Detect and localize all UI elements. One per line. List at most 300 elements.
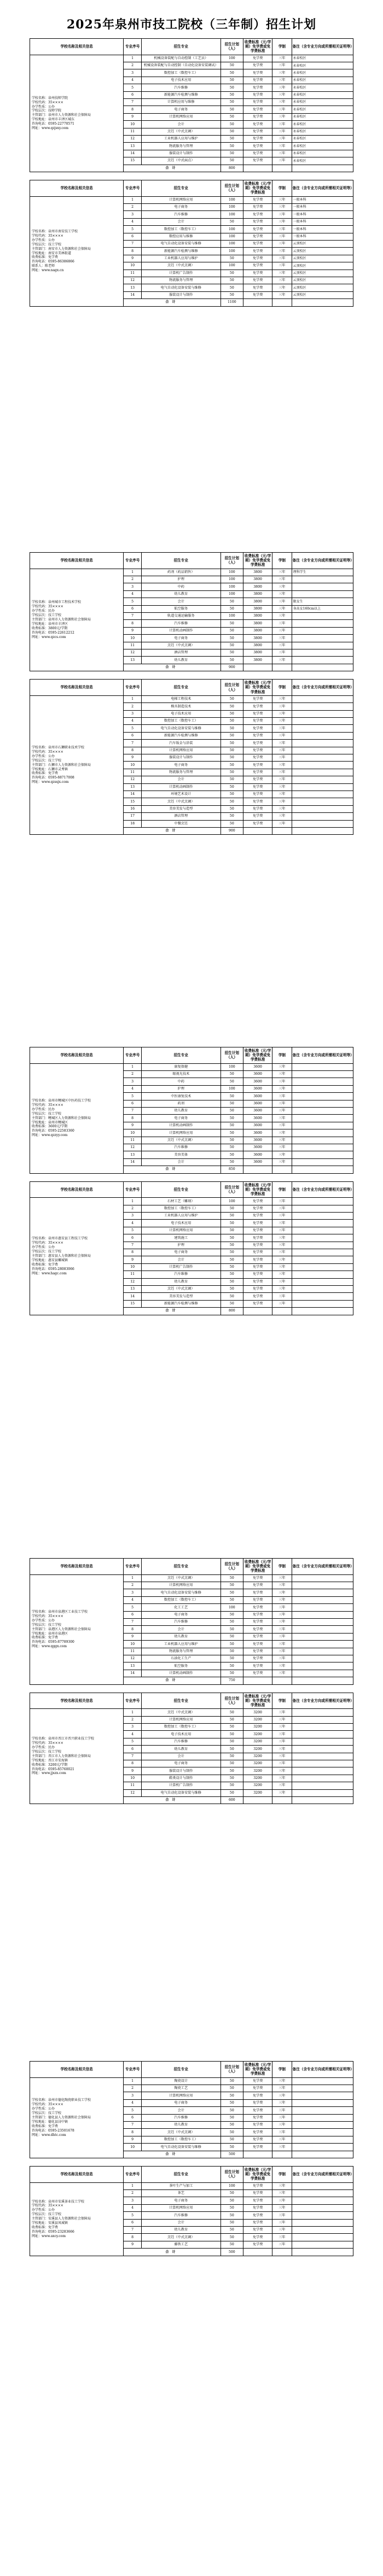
table-header-row (30, 1047, 353, 1064)
major-cell: 会计 (141, 1753, 220, 1760)
years-cell: 三年 (272, 248, 292, 255)
total-value: 500 (220, 2151, 243, 2158)
school-table (30, 2166, 353, 2256)
note-cell (292, 2190, 353, 2197)
plan-cell: 50 (220, 1709, 243, 1716)
years-cell: 三年 (272, 2122, 292, 2129)
column-header-fee: 收费标准（元/学期）免学费或免学费标准 (243, 1693, 272, 1709)
plan-cell: 50 (220, 1746, 243, 1753)
school-table (30, 1693, 353, 1805)
note-cell (292, 2144, 353, 2151)
fee-cell: 免学费 (243, 813, 272, 820)
plan-cell: 50 (220, 1078, 243, 1085)
plan-cell: 50 (220, 776, 243, 783)
note-cell: 永春校区 (292, 113, 353, 120)
years-cell: 三年 (272, 1724, 292, 1731)
school-info: 学校名称：泉州市鲤城区中医药技工学校 学校代码：35×××× 办学性质：民办 学校层次：技工学校 主管部门：鲤城区人力资源和社会保障局 学校地址：泉州市鲤城区 收费标准：3600元/学期 咨询电话：0595-22583360 网址：www.qzzyy.com (30, 1063, 124, 1173)
column-header-fee: 收费标准（元/学期）免学费或免学费标准 (243, 2062, 272, 2078)
years-cell: 三年 (272, 1115, 292, 1122)
years-cell: 三年 (272, 1633, 292, 1640)
note-cell: 云顶校区 (292, 241, 353, 248)
column-header-plan: 招生计划（人） (220, 553, 243, 569)
seq-cell: 11 (124, 1782, 142, 1789)
table-header-row (30, 680, 353, 696)
plan-cell: 50 (220, 1789, 243, 1796)
note-cell: 理科学生 (292, 569, 353, 576)
years-cell: 三年 (272, 277, 292, 284)
fee-cell: 免学费 (243, 2122, 272, 2129)
plan-cell: 100 (220, 262, 243, 270)
seq-cell: 1 (124, 1574, 142, 1582)
major-cell: 汽车维修 (141, 1271, 220, 1278)
note-cell (292, 1213, 353, 1220)
years-cell: 三年 (272, 703, 292, 710)
note-cell: 永春校区 (292, 136, 353, 143)
seq-cell: 2 (124, 62, 142, 69)
fee-cell: 免学费 (243, 791, 272, 798)
plan-cell: 50 (220, 798, 243, 805)
years-cell: 三年 (272, 2077, 292, 2085)
plan-cell: 50 (220, 605, 243, 612)
note-cell (292, 2122, 353, 2129)
plan-cell: 50 (220, 754, 243, 762)
total-empty-cell (272, 2151, 292, 2158)
total-value: 600 (220, 1796, 243, 1804)
total-value: 900 (220, 664, 243, 671)
column-header-years: 学制 (272, 1559, 292, 1575)
major-cell: 幼儿教育 (141, 590, 220, 598)
fee-cell: 3200 (243, 1731, 272, 1738)
major-cell: 数控应用与维修 (141, 233, 220, 240)
major-cell: 烹饪（中式烹调） (141, 798, 220, 805)
major-cell: 服装设计与制作 (141, 291, 220, 298)
note-cell: 永春校区 (292, 69, 353, 77)
total-label: 合计 (124, 827, 220, 834)
major-cell: 汽车维修 (141, 2212, 220, 2219)
fee-cell: 3600 (243, 1100, 272, 1107)
major-cell: 眼视光技术 (141, 1071, 220, 1078)
years-cell: 三年 (272, 1731, 292, 1738)
note-cell (292, 754, 353, 762)
note-cell (292, 2085, 353, 2092)
seq-cell: 17 (124, 813, 142, 820)
column-header-note: 备注（含专业方向或所需相关证明等） (292, 39, 353, 55)
column-header-major: 招生专业 (141, 1693, 220, 1709)
fee-cell: 3800 (243, 583, 272, 590)
fee-cell: 免学费 (243, 798, 272, 805)
table-header-row (30, 1559, 353, 1575)
major-cell: 中药 (141, 1078, 220, 1085)
plan-cell: 100 (220, 613, 243, 620)
note-cell (292, 1063, 353, 1070)
note-cell: 永春校区 (292, 77, 353, 84)
plan-cell: 50 (220, 1648, 243, 1655)
column-header-note: 备注（含专业方向或所需相关证明等） (292, 2167, 353, 2183)
column-header-note: 备注（含专业方向或所需相关证明等） (292, 2062, 353, 2078)
major-cell: 汽车钣金与涂装 (141, 740, 220, 747)
plan-cell: 100 (220, 211, 243, 218)
note-cell (292, 1738, 353, 1745)
note-cell (292, 620, 353, 627)
fee-cell: 免学费 (243, 255, 272, 262)
years-cell: 三年 (272, 1648, 292, 1655)
fee-cell: 3200 (243, 1753, 272, 1760)
table-header-row (30, 2062, 353, 2078)
fee-cell: 3800 (243, 635, 272, 642)
fee-cell: 免学费 (243, 2204, 272, 2211)
plan-cell: 50 (220, 1151, 243, 1158)
seq-cell: 13 (124, 1151, 142, 1158)
seq-cell: 11 (124, 642, 142, 649)
years-cell: 三年 (272, 2197, 292, 2204)
major-cell: 会计 (141, 1256, 220, 1263)
plan-cell: 50 (220, 627, 243, 634)
fee-cell: 免学费 (243, 204, 272, 211)
fee-cell: 3200 (243, 1724, 272, 1731)
seq-cell: 2 (124, 2085, 142, 2092)
seq-cell: 6 (124, 91, 142, 98)
years-cell: 三年 (272, 1611, 292, 1618)
major-cell: 烹饪（中式烹调） (141, 642, 220, 649)
total-label: 合计 (124, 1677, 220, 1684)
major-cell: 环境艺术设计 (141, 791, 220, 798)
years-cell: 三年 (272, 121, 292, 128)
seq-cell: 3 (124, 1724, 142, 1731)
fee-cell: 免学费 (243, 2107, 272, 2114)
column-header-note: 备注（含专业方向或所需相关证明等） (292, 680, 353, 696)
plan-cell: 50 (220, 649, 243, 657)
major-cell: 电气自动化设备安装与维修 (141, 725, 220, 732)
major-cell: 新能源汽车检测与维修 (141, 1300, 220, 1307)
plan-cell: 50 (220, 1655, 243, 1662)
column-header-note: 备注（含专业方向或所需相关证明等） (292, 1559, 353, 1575)
seq-cell: 7 (124, 241, 142, 248)
major-cell: 藤铁工艺 (141, 2241, 220, 2248)
note-cell (292, 1249, 353, 1256)
note-cell: 云顶校区 (292, 248, 353, 255)
plan-cell: 50 (220, 91, 243, 98)
column-header-school: 学校名称及相关信息 (30, 1181, 124, 1198)
seq-cell: 14 (124, 1670, 142, 1677)
seq-cell: 5 (124, 2212, 142, 2219)
major-cell: 电子技术应用 (141, 710, 220, 717)
plan-cell: 50 (220, 1115, 243, 1122)
note-cell (292, 1085, 353, 1092)
fee-cell: 3800 (243, 657, 272, 664)
plan-cell: 50 (220, 2190, 243, 2197)
fee-cell: 免学费 (243, 121, 272, 128)
fee-cell: 免学费 (243, 776, 272, 783)
fee-cell: 免学费 (243, 2085, 272, 2092)
years-cell: 三年 (272, 1760, 292, 1767)
school-table (30, 1181, 353, 1315)
plan-cell: 50 (220, 1619, 243, 1626)
column-header-seq: 专业序号 (124, 1693, 142, 1709)
seq-cell: 4 (124, 1731, 142, 1738)
seq-cell: 11 (124, 128, 142, 135)
plan-cell: 100 (220, 590, 243, 598)
years-cell: 三年 (272, 1574, 292, 1582)
years-cell: 三年 (272, 211, 292, 218)
total-empty-cell (243, 664, 272, 671)
fee-cell: 免学费 (243, 1662, 272, 1670)
fee-cell: 免学费 (243, 291, 272, 298)
note-cell: 永春校区 (292, 157, 353, 165)
note-cell (292, 740, 353, 747)
note-cell (292, 732, 353, 739)
years-cell: 三年 (272, 2144, 292, 2151)
years-cell: 三年 (272, 576, 292, 583)
fee-cell: 3600 (243, 1108, 272, 1115)
seq-cell: 8 (124, 248, 142, 255)
seq-cell: 5 (124, 1227, 142, 1234)
years-cell: 三年 (272, 1670, 292, 1677)
years-cell: 三年 (272, 1220, 292, 1227)
years-cell: 三年 (272, 769, 292, 776)
years-cell: 三年 (272, 1144, 292, 1151)
column-header-years: 学制 (272, 1693, 292, 1709)
column-header-years: 学制 (272, 1047, 292, 1064)
seq-cell: 4 (124, 1085, 142, 1092)
years-cell: 三年 (272, 1782, 292, 1789)
table-header-row (30, 2167, 353, 2183)
column-header-school: 学校名称及相关信息 (30, 553, 124, 569)
column-header-plan: 招生计划（人） (220, 180, 243, 196)
years-cell: 三年 (272, 1716, 292, 1723)
total-label: 合计 (124, 1796, 220, 1804)
years-cell: 三年 (272, 2182, 292, 2189)
plan-cell: 50 (220, 732, 243, 739)
fee-cell: 免学费 (243, 2212, 272, 2219)
column-header-note: 备注（含专业方向或所需相关证明等） (292, 553, 353, 569)
fee-cell: 免学费 (243, 1249, 272, 1256)
years-cell: 三年 (272, 143, 292, 150)
major-cell: 幼儿教育 (141, 1633, 220, 1640)
major-cell: 电子商务 (141, 204, 220, 211)
years-cell: 三年 (272, 1122, 292, 1129)
column-header-school: 学校名称及相关信息 (30, 1693, 124, 1709)
column-header-years: 学制 (272, 1181, 292, 1198)
years-cell: 三年 (272, 695, 292, 702)
seq-cell: 4 (124, 218, 142, 225)
plan-cell: 100 (220, 1198, 243, 1205)
total-value: 500 (220, 2249, 243, 2256)
seq-cell: 5 (124, 1738, 142, 1745)
seq-cell: 2 (124, 1071, 142, 1078)
fee-cell: 免学费 (243, 91, 272, 98)
major-cell: 中药 (141, 583, 220, 590)
fee-cell: 免学费 (243, 2144, 272, 2151)
major-cell: 物流服务与管理 (141, 277, 220, 284)
years-cell: 三年 (272, 740, 292, 747)
major-cell: 数控加工（数控车工） (141, 718, 220, 725)
column-header-seq: 专业序号 (124, 180, 142, 196)
major-cell: 电子技术应用 (141, 1731, 220, 1738)
fee-cell: 3600 (243, 1115, 272, 1122)
note-cell: 身高女160cm以上 (292, 605, 353, 612)
fee-cell: 免学费 (243, 1596, 272, 1603)
note-cell (292, 1151, 353, 1158)
fee-cell: 免学费 (243, 106, 272, 113)
note-cell: 一般本科 (292, 211, 353, 218)
seq-cell: 13 (124, 143, 142, 150)
years-cell: 三年 (272, 710, 292, 717)
seq-cell: 10 (124, 262, 142, 270)
table-row (30, 2077, 353, 2085)
total-label: 合计 (124, 1166, 220, 1173)
years-cell: 三年 (272, 1227, 292, 1234)
fee-cell: 免学费 (243, 710, 272, 717)
major-cell: 航空服务 (141, 1662, 220, 1670)
note-cell (292, 1198, 353, 1205)
column-header-plan: 招生计划（人） (220, 1559, 243, 1575)
major-cell: 会计 (141, 1626, 220, 1633)
major-cell: 机械设备装配与自动控制（工艺员） (141, 55, 220, 62)
seq-cell: 14 (124, 291, 142, 298)
major-cell: 服装设计与制作 (141, 150, 220, 157)
total-empty-cell (243, 165, 272, 172)
school-table (30, 1047, 353, 1174)
column-header-school: 学校名称及相关信息 (30, 2062, 124, 2078)
column-header-major: 招生专业 (141, 1047, 220, 1064)
plan-cell: 50 (220, 1205, 243, 1212)
years-cell: 三年 (272, 1198, 292, 1205)
seq-cell: 1 (124, 1063, 142, 1070)
major-cell: 电气自动化设备安装与维修 (141, 2144, 220, 2151)
column-header-years: 学制 (272, 2062, 292, 2078)
years-cell: 三年 (272, 218, 292, 225)
seq-cell: 8 (124, 2129, 142, 2136)
seq-cell: 9 (124, 627, 142, 634)
years-cell: 三年 (272, 136, 292, 143)
fee-cell: 免学费 (243, 1213, 272, 1220)
years-cell: 三年 (272, 2114, 292, 2121)
note-cell (292, 1760, 353, 1767)
years-cell: 三年 (272, 1619, 292, 1626)
years-cell: 三年 (272, 1775, 292, 1782)
fee-cell: 免学费 (243, 262, 272, 270)
fee-cell: 免学费 (243, 762, 272, 769)
fee-cell: 3600 (243, 1158, 272, 1166)
plan-cell: 50 (220, 1129, 243, 1137)
seq-cell: 12 (124, 1278, 142, 1285)
plan-cell: 50 (220, 1300, 243, 1307)
major-cell: 新能源汽车检测与维修 (141, 248, 220, 255)
note-cell (292, 649, 353, 657)
note-cell (292, 1078, 353, 1085)
school-info: 学校名称：泉州市安溪茶业技工学校 学校代码：35×××× 办学性质：公办 学校层次：技工学校 主管部门：安溪县人力资源和社会保障局 学校地址：安溪县凤城镇 收费标准：免学费 咨询电话：0595-23283666 网址：www.axcy.com (30, 2182, 124, 2256)
fee-cell: 免学费 (243, 1589, 272, 1596)
column-header-seq: 专业序号 (124, 2062, 142, 2078)
column-header-fee: 收费标准（元/学期）免学费或免学费标准 (243, 553, 272, 569)
years-cell: 三年 (272, 2227, 292, 2234)
years-cell: 三年 (272, 598, 292, 605)
major-cell: 工业机器人应用与维护 (141, 136, 220, 143)
seq-cell: 9 (124, 1767, 142, 1775)
major-cell: 药剂（药品销售） (141, 569, 220, 576)
seq-cell: 7 (124, 740, 142, 747)
major-cell: 烹饪（中式烹调） (141, 2129, 220, 2136)
seq-cell: 10 (124, 1263, 142, 1271)
note-cell (292, 1655, 353, 1662)
plan-cell: 100 (220, 226, 243, 233)
column-header-school: 学校名称及相关信息 (30, 1559, 124, 1575)
plan-cell: 50 (220, 725, 243, 732)
column-header-major: 招生专业 (141, 1181, 220, 1198)
fee-cell: 3600 (243, 1122, 272, 1129)
major-cell: 会计 (141, 121, 220, 128)
years-cell: 三年 (272, 113, 292, 120)
table-row (30, 569, 353, 576)
table-header-row (30, 180, 353, 196)
fee-cell: 免学费 (243, 1271, 272, 1278)
total-empty-cell (272, 1308, 292, 1315)
note-cell (292, 1709, 353, 1716)
note-cell: 云顶校区 (292, 291, 353, 298)
table-row (30, 1063, 353, 1070)
years-cell: 三年 (272, 725, 292, 732)
major-cell: 化工工艺 (141, 1604, 220, 1611)
years-cell: 三年 (272, 1789, 292, 1796)
fee-cell: 3200 (243, 1789, 272, 1796)
fee-cell: 免学费 (243, 1619, 272, 1626)
years-cell: 三年 (272, 762, 292, 769)
sheet-section (30, 1047, 353, 1315)
years-cell: 三年 (272, 620, 292, 627)
total-empty-cell (272, 165, 292, 172)
column-header-fee: 收费标准（元/学期）免学费或免学费标准 (243, 1047, 272, 1064)
seq-cell: 11 (124, 769, 142, 776)
seq-cell: 3 (124, 1213, 142, 1220)
seq-cell: 5 (124, 725, 142, 732)
note-cell (292, 1731, 353, 1738)
plan-cell: 50 (220, 1626, 243, 1633)
plan-cell: 50 (220, 620, 243, 627)
seq-cell: 10 (124, 1775, 142, 1782)
column-header-fee: 收费标准（元/学期）免学费或免学费标准 (243, 2167, 272, 2183)
major-cell: 幼儿教育 (141, 1746, 220, 1753)
plan-cell: 50 (220, 820, 243, 827)
fee-cell: 免学费 (243, 143, 272, 150)
note-cell (292, 2129, 353, 2136)
years-cell: 三年 (272, 1278, 292, 1285)
note-cell (292, 791, 353, 798)
fee-cell: 3200 (243, 1782, 272, 1789)
fee-cell: 免学费 (243, 1633, 272, 1640)
years-cell: 三年 (272, 1655, 292, 1662)
fee-cell: 免学费 (243, 2077, 272, 2085)
plan-cell: 50 (220, 1782, 243, 1789)
total-label: 合计 (124, 1308, 220, 1315)
column-header-school: 学校名称及相关信息 (30, 1047, 124, 1064)
major-cell: 美容美发与造型 (141, 805, 220, 812)
plan-cell: 50 (220, 2122, 243, 2129)
years-cell: 三年 (272, 718, 292, 725)
plan-cell: 100 (220, 583, 243, 590)
major-cell: 汽车维修 (141, 1738, 220, 1745)
major-cell: 计算机动画制作 (141, 627, 220, 634)
fee-cell: 免学费 (243, 157, 272, 165)
major-cell: 工业机器人应用与维护 (141, 1641, 220, 1648)
major-cell: 计算机动画制作 (141, 1670, 220, 1677)
major-cell: 建筑施工 (141, 1234, 220, 1242)
years-cell: 三年 (272, 605, 292, 612)
note-cell (292, 1619, 353, 1626)
major-cell: 计算机网络应用 (141, 2092, 220, 2099)
note-cell: 永春校区 (292, 143, 353, 150)
major-cell: 计算机网络应用 (141, 1582, 220, 1589)
note-cell (292, 1205, 353, 1212)
